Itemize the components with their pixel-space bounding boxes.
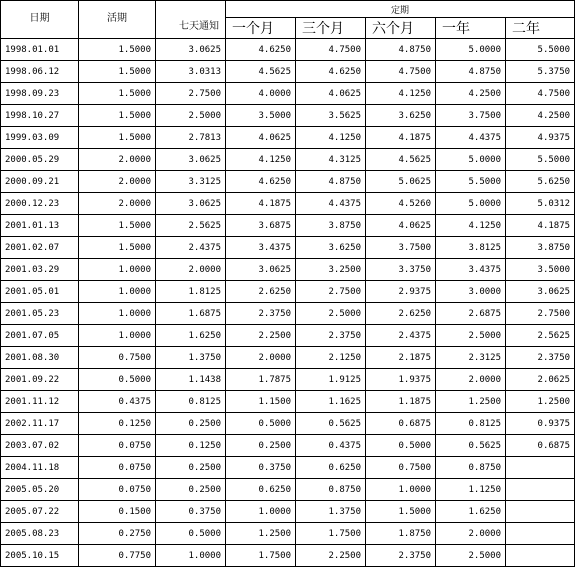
rate-cell-1m: 2.6250 bbox=[226, 281, 296, 303]
rate-cell-2y: 4.9375 bbox=[506, 127, 575, 149]
rate-cell-demand: 1.0000 bbox=[79, 259, 156, 281]
rate-cell-demand: 1.0000 bbox=[79, 303, 156, 325]
rate-cell-2y: 5.0312 bbox=[506, 193, 575, 215]
rate-cell-1m: 1.7500 bbox=[226, 545, 296, 567]
rate-cell-6m: 2.1875 bbox=[366, 347, 436, 369]
rate-cell-1y: 4.8750 bbox=[436, 61, 506, 83]
rate-cell-6m: 3.6250 bbox=[366, 105, 436, 127]
rate-cell-demand: 0.1500 bbox=[79, 501, 156, 523]
rate-cell-2y: 3.5000 bbox=[506, 259, 575, 281]
rate-cell-1m: 4.1250 bbox=[226, 149, 296, 171]
table-row bbox=[1, 39, 575, 61]
rate-cell-3m: 4.4375 bbox=[296, 193, 366, 215]
rate-cell-3m: 2.2500 bbox=[296, 545, 366, 567]
rate-cell-1y: 3.4375 bbox=[436, 259, 506, 281]
rate-cell-3m: 2.1250 bbox=[296, 347, 366, 369]
rate-cell-3m: 0.8750 bbox=[296, 479, 366, 501]
rate-cell-demand: 1.0000 bbox=[79, 281, 156, 303]
rate-cell-6m: 4.1875 bbox=[366, 127, 436, 149]
rate-cell-6m: 0.5000 bbox=[366, 435, 436, 457]
rate-cell-2y bbox=[506, 479, 575, 501]
rate-cell-seven-day: 1.3750 bbox=[156, 347, 226, 369]
rate-cell-demand: 1.5000 bbox=[79, 127, 156, 149]
rate-cell-6m: 3.3750 bbox=[366, 259, 436, 281]
rate-cell-6m: 4.5260 bbox=[366, 193, 436, 215]
rate-cell-demand: 1.5000 bbox=[79, 39, 156, 61]
date-cell: 2001.03.29 bbox=[1, 259, 79, 281]
rate-cell-seven-day: 0.3750 bbox=[156, 501, 226, 523]
rate-cell-1y: 5.5000 bbox=[436, 171, 506, 193]
rate-cell-1m: 1.1500 bbox=[226, 391, 296, 413]
rate-cell-6m: 1.1875 bbox=[366, 391, 436, 413]
rate-cell-2y: 0.9375 bbox=[506, 413, 575, 435]
table-row bbox=[1, 193, 575, 215]
rate-cell-1y: 4.4375 bbox=[436, 127, 506, 149]
rate-cell-6m: 1.5000 bbox=[366, 501, 436, 523]
table-row bbox=[1, 303, 575, 325]
table-row bbox=[1, 61, 575, 83]
rate-cell-1y: 1.2500 bbox=[436, 391, 506, 413]
rate-cell-seven-day: 0.5000 bbox=[156, 523, 226, 545]
rate-cell-1m: 2.0000 bbox=[226, 347, 296, 369]
date-cell: 2005.10.15 bbox=[1, 545, 79, 567]
rate-cell-2y: 4.7500 bbox=[506, 83, 575, 105]
table-row bbox=[1, 457, 575, 479]
rate-cell-6m: 3.7500 bbox=[366, 237, 436, 259]
rate-cell-seven-day: 2.5000 bbox=[156, 105, 226, 127]
rate-cell-6m: 4.7500 bbox=[366, 61, 436, 83]
date-cell: 2005.07.22 bbox=[1, 501, 79, 523]
rate-cell-6m: 4.1250 bbox=[366, 83, 436, 105]
rate-cell-1m: 4.0000 bbox=[226, 83, 296, 105]
rate-cell-1y: 4.2500 bbox=[436, 83, 506, 105]
rate-cell-demand: 0.7500 bbox=[79, 347, 156, 369]
rate-cell-3m: 0.5625 bbox=[296, 413, 366, 435]
rate-cell-demand: 2.0000 bbox=[79, 149, 156, 171]
rate-cell-seven-day: 3.0313 bbox=[156, 61, 226, 83]
rate-cell-demand: 0.0750 bbox=[79, 457, 156, 479]
rate-cell-6m: 4.5625 bbox=[366, 149, 436, 171]
rate-cell-1y: 2.6875 bbox=[436, 303, 506, 325]
rate-cell-3m: 4.1250 bbox=[296, 127, 366, 149]
table-row bbox=[1, 215, 575, 237]
rate-cell-1y: 2.5000 bbox=[436, 325, 506, 347]
date-cell: 2002.11.17 bbox=[1, 413, 79, 435]
table-row bbox=[1, 149, 575, 171]
rate-cell-demand: 0.0750 bbox=[79, 479, 156, 501]
rate-cell-1m: 0.5000 bbox=[226, 413, 296, 435]
rate-cell-1y: 2.0000 bbox=[436, 369, 506, 391]
table-row bbox=[1, 347, 575, 369]
rate-cell-demand: 0.5000 bbox=[79, 369, 156, 391]
table-row bbox=[1, 369, 575, 391]
table-row bbox=[1, 171, 575, 193]
rate-cell-1y: 0.5625 bbox=[436, 435, 506, 457]
rate-cell-3m: 0.6250 bbox=[296, 457, 366, 479]
rate-cell-3m: 3.5625 bbox=[296, 105, 366, 127]
date-cell: 2005.08.23 bbox=[1, 523, 79, 545]
rate-cell-1m: 4.5625 bbox=[226, 61, 296, 83]
table-row bbox=[1, 259, 575, 281]
header-row-top bbox=[1, 1, 575, 18]
rate-cell-demand: 0.0750 bbox=[79, 435, 156, 457]
date-cell: 2001.05.23 bbox=[1, 303, 79, 325]
rate-cell-seven-day: 1.6875 bbox=[156, 303, 226, 325]
rate-cell-demand: 1.5000 bbox=[79, 105, 156, 127]
rate-cell-6m: 2.9375 bbox=[366, 281, 436, 303]
rate-cell-2y bbox=[506, 457, 575, 479]
rate-cell-seven-day: 0.1250 bbox=[156, 435, 226, 457]
rate-cell-6m: 5.0625 bbox=[366, 171, 436, 193]
table-row bbox=[1, 127, 575, 149]
rate-cell-2y: 5.5000 bbox=[506, 39, 575, 61]
rate-cell-1m: 3.4375 bbox=[226, 237, 296, 259]
rate-cell-1y: 1.1250 bbox=[436, 479, 506, 501]
rate-cell-1m: 4.6250 bbox=[226, 39, 296, 61]
rate-cell-3m: 4.6250 bbox=[296, 61, 366, 83]
rate-cell-demand: 2.0000 bbox=[79, 171, 156, 193]
date-cell: 2000.09.21 bbox=[1, 171, 79, 193]
rate-cell-3m: 4.0625 bbox=[296, 83, 366, 105]
date-cell: 2001.01.13 bbox=[1, 215, 79, 237]
table-row bbox=[1, 105, 575, 127]
table-row bbox=[1, 413, 575, 435]
rate-cell-seven-day: 2.7500 bbox=[156, 83, 226, 105]
rate-cell-6m: 2.4375 bbox=[366, 325, 436, 347]
term-header-1y: 一年 bbox=[436, 18, 506, 39]
rate-cell-2y: 2.5625 bbox=[506, 325, 575, 347]
term-header-3m: 三个月 bbox=[296, 18, 366, 39]
rate-cell-2y: 3.8750 bbox=[506, 237, 575, 259]
date-cell: 2004.11.18 bbox=[1, 457, 79, 479]
date-cell: 1999.03.09 bbox=[1, 127, 79, 149]
table-row bbox=[1, 391, 575, 413]
table-row bbox=[1, 501, 575, 523]
rate-cell-demand: 0.4375 bbox=[79, 391, 156, 413]
date-cell: 1998.10.27 bbox=[1, 105, 79, 127]
table-row bbox=[1, 281, 575, 303]
rate-cell-seven-day: 1.1438 bbox=[156, 369, 226, 391]
rate-cell-seven-day: 1.0000 bbox=[156, 545, 226, 567]
rate-cell-1m: 1.2500 bbox=[226, 523, 296, 545]
rate-cell-1m: 4.6250 bbox=[226, 171, 296, 193]
term-header-1m: 一个月 bbox=[226, 18, 296, 39]
rate-cell-seven-day: 3.0625 bbox=[156, 193, 226, 215]
rate-cell-3m: 3.6250 bbox=[296, 237, 366, 259]
rate-cell-3m: 1.1625 bbox=[296, 391, 366, 413]
rate-cell-1m: 4.1875 bbox=[226, 193, 296, 215]
date-cell: 1998.01.01 bbox=[1, 39, 79, 61]
rate-cell-3m: 4.8750 bbox=[296, 171, 366, 193]
term-header-2y: 二年 bbox=[506, 18, 575, 39]
rate-cell-demand: 1.5000 bbox=[79, 83, 156, 105]
demand-column-header: 活期 bbox=[79, 1, 156, 39]
rate-cell-seven-day: 0.8125 bbox=[156, 391, 226, 413]
rate-cell-6m: 2.6250 bbox=[366, 303, 436, 325]
date-cell: 1998.09.23 bbox=[1, 83, 79, 105]
table-row bbox=[1, 545, 575, 567]
rate-cell-2y: 3.0625 bbox=[506, 281, 575, 303]
rate-cell-seven-day: 0.2500 bbox=[156, 479, 226, 501]
rate-cell-2y: 4.1875 bbox=[506, 215, 575, 237]
rate-cell-seven-day: 2.5625 bbox=[156, 215, 226, 237]
rate-cell-seven-day: 2.0000 bbox=[156, 259, 226, 281]
table-row bbox=[1, 325, 575, 347]
rate-cell-seven-day: 1.6250 bbox=[156, 325, 226, 347]
rate-cell-6m: 0.7500 bbox=[366, 457, 436, 479]
rate-cell-1m: 0.6250 bbox=[226, 479, 296, 501]
rate-cell-1y: 4.1250 bbox=[436, 215, 506, 237]
rate-cell-seven-day: 2.7813 bbox=[156, 127, 226, 149]
table-row bbox=[1, 435, 575, 457]
table-header bbox=[1, 1, 575, 39]
rate-cell-1y: 0.8750 bbox=[436, 457, 506, 479]
rate-cell-1m: 1.0000 bbox=[226, 501, 296, 523]
rate-cell-seven-day: 3.0625 bbox=[156, 149, 226, 171]
rate-cell-2y: 1.2500 bbox=[506, 391, 575, 413]
rate-cell-1m: 3.5000 bbox=[226, 105, 296, 127]
rate-cell-1m: 1.7875 bbox=[226, 369, 296, 391]
rate-cell-1y: 5.0000 bbox=[436, 149, 506, 171]
rate-cell-demand: 1.0000 bbox=[79, 325, 156, 347]
rate-cell-1y: 5.0000 bbox=[436, 39, 506, 61]
rate-cell-2y: 2.3750 bbox=[506, 347, 575, 369]
rate-cell-1y: 3.8125 bbox=[436, 237, 506, 259]
rate-cell-3m: 4.7500 bbox=[296, 39, 366, 61]
date-cell: 2001.11.12 bbox=[1, 391, 79, 413]
rate-cell-6m: 1.0000 bbox=[366, 479, 436, 501]
rate-cell-demand: 1.5000 bbox=[79, 61, 156, 83]
rate-cell-seven-day: 2.4375 bbox=[156, 237, 226, 259]
rate-cell-seven-day: 3.0625 bbox=[156, 39, 226, 61]
date-cell: 2001.05.01 bbox=[1, 281, 79, 303]
table-row bbox=[1, 237, 575, 259]
rate-cell-demand: 1.5000 bbox=[79, 237, 156, 259]
rate-cell-2y bbox=[506, 545, 575, 567]
rate-cell-2y: 5.5000 bbox=[506, 149, 575, 171]
rate-cell-1y: 3.7500 bbox=[436, 105, 506, 127]
rate-cell-demand: 0.2750 bbox=[79, 523, 156, 545]
date-column-header: 日期 bbox=[1, 1, 79, 39]
rate-cell-demand: 0.7750 bbox=[79, 545, 156, 567]
rate-cell-1m: 0.2500 bbox=[226, 435, 296, 457]
rate-cell-1y: 5.0000 bbox=[436, 193, 506, 215]
table-row bbox=[1, 83, 575, 105]
rate-cell-1m: 2.2500 bbox=[226, 325, 296, 347]
rate-cell-3m: 3.2500 bbox=[296, 259, 366, 281]
rate-cell-1m: 4.0625 bbox=[226, 127, 296, 149]
rate-cell-1y: 2.0000 bbox=[436, 523, 506, 545]
date-cell: 2005.05.20 bbox=[1, 479, 79, 501]
rate-cell-3m: 3.8750 bbox=[296, 215, 366, 237]
rate-cell-6m: 4.0625 bbox=[366, 215, 436, 237]
rate-cell-1y: 1.6250 bbox=[436, 501, 506, 523]
rate-cell-3m: 2.5000 bbox=[296, 303, 366, 325]
rate-cell-2y: 2.7500 bbox=[506, 303, 575, 325]
date-cell: 2001.02.07 bbox=[1, 237, 79, 259]
rate-cell-2y: 5.3750 bbox=[506, 61, 575, 83]
rate-cell-demand: 1.5000 bbox=[79, 215, 156, 237]
rate-cell-1m: 3.0625 bbox=[226, 259, 296, 281]
rate-cell-6m: 1.8750 bbox=[366, 523, 436, 545]
rate-cell-2y: 2.0625 bbox=[506, 369, 575, 391]
rate-cell-2y: 5.6250 bbox=[506, 171, 575, 193]
rate-cell-1y: 0.8125 bbox=[436, 413, 506, 435]
date-cell: 2000.12.23 bbox=[1, 193, 79, 215]
date-cell: 2003.07.02 bbox=[1, 435, 79, 457]
rate-cell-6m: 2.3750 bbox=[366, 545, 436, 567]
rate-cell-1m: 0.3750 bbox=[226, 457, 296, 479]
date-cell: 2000.05.29 bbox=[1, 149, 79, 171]
rate-cell-1y: 2.5000 bbox=[436, 545, 506, 567]
seven-day-notice-column-header: 七天通知 bbox=[156, 1, 226, 39]
rate-cell-demand: 2.0000 bbox=[79, 193, 156, 215]
date-cell: 2001.09.22 bbox=[1, 369, 79, 391]
table-body bbox=[1, 39, 575, 567]
date-cell: 2001.07.05 bbox=[1, 325, 79, 347]
rate-cell-6m: 0.6875 bbox=[366, 413, 436, 435]
rate-cell-6m: 1.9375 bbox=[366, 369, 436, 391]
rate-cell-1y: 2.3125 bbox=[436, 347, 506, 369]
rate-cell-1m: 2.3750 bbox=[226, 303, 296, 325]
rate-cell-2y bbox=[506, 501, 575, 523]
rate-cell-6m: 4.8750 bbox=[366, 39, 436, 61]
date-cell: 1998.06.12 bbox=[1, 61, 79, 83]
table-row bbox=[1, 479, 575, 501]
date-cell: 2001.08.30 bbox=[1, 347, 79, 369]
rate-cell-1y: 3.0000 bbox=[436, 281, 506, 303]
rate-cell-3m: 2.7500 bbox=[296, 281, 366, 303]
fixed-term-group-header: 定期 bbox=[226, 1, 575, 18]
rate-cell-1m: 3.6875 bbox=[226, 215, 296, 237]
rate-cell-demand: 0.1250 bbox=[79, 413, 156, 435]
rate-cell-seven-day: 0.2500 bbox=[156, 413, 226, 435]
rate-cell-2y: 0.6875 bbox=[506, 435, 575, 457]
rate-cell-3m: 1.9125 bbox=[296, 369, 366, 391]
rate-cell-2y: 4.2500 bbox=[506, 105, 575, 127]
rate-cell-2y bbox=[506, 523, 575, 545]
term-header-6m: 六个月 bbox=[366, 18, 436, 39]
rate-cell-3m: 0.4375 bbox=[296, 435, 366, 457]
rate-cell-3m: 4.3125 bbox=[296, 149, 366, 171]
rate-cell-seven-day: 3.3125 bbox=[156, 171, 226, 193]
rate-cell-3m: 1.7500 bbox=[296, 523, 366, 545]
table-row bbox=[1, 523, 575, 545]
rate-cell-seven-day: 0.2500 bbox=[156, 457, 226, 479]
rate-cell-seven-day: 1.8125 bbox=[156, 281, 226, 303]
rate-cell-3m: 1.3750 bbox=[296, 501, 366, 523]
rate-cell-3m: 2.3750 bbox=[296, 325, 366, 347]
